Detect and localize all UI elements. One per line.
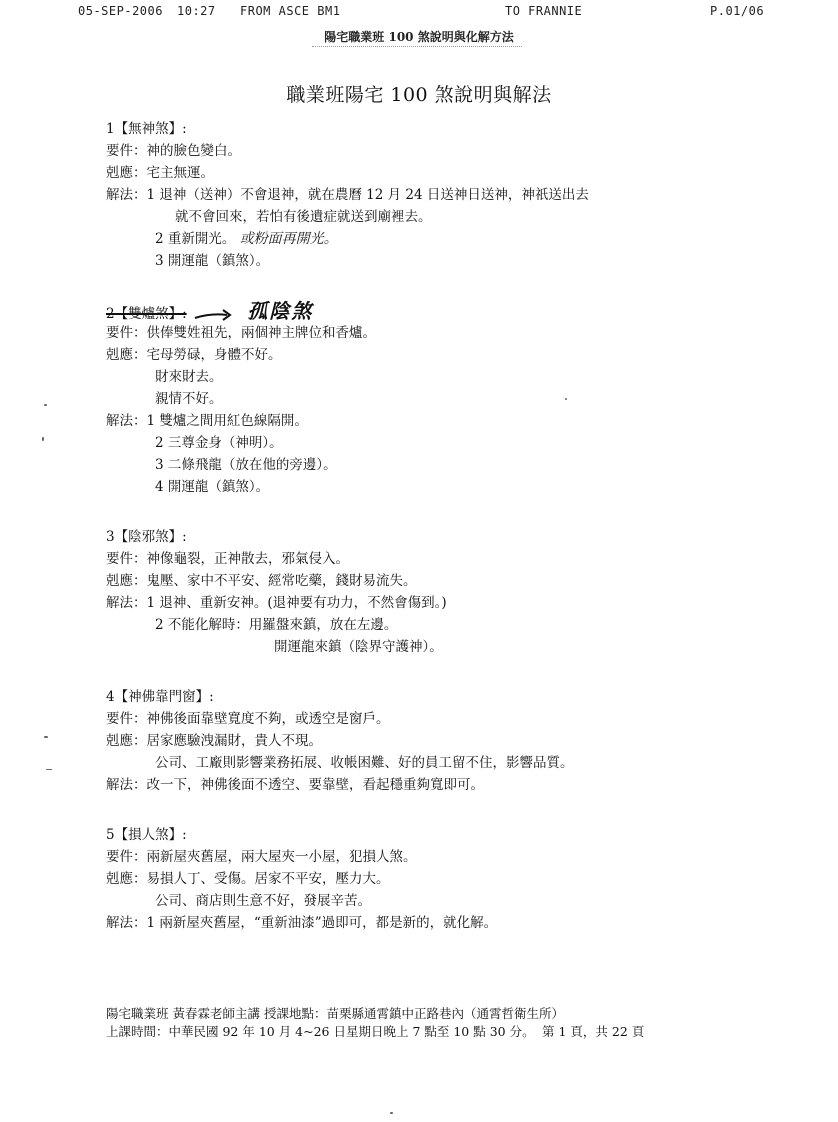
section-4-heading: 4【神佛靠門窗】: [106,689,214,705]
fax-to: TO FRANNIE [505,4,583,18]
section-2-handwritten-replacement: 孤陰煞 [247,299,314,323]
section-2-solution-4: 4 開運龍（鎮煞）。 [155,479,270,495]
section-2-solution-3: 3 二條飛龍（放在他的旁邊）。 [155,457,337,473]
footer [106,1005,726,1041]
section-1-effect: 剋應：宅主無運。 [106,165,214,181]
fax-date: 05-SEP-2006 [78,4,163,18]
section-2-requirement: 要件：供俸雙姓祖先，兩個神主牌位和香爐。 [106,325,376,341]
section-4-effect-1: 剋應：居家應驗洩漏財，貴人不現。 [106,733,322,749]
section-2-effect-2: 財來財去。 [155,369,223,385]
section-1-handwritten-note: 或粉面再開光。 [239,231,338,247]
section-5-heading: 5【損人煞】: [106,827,187,843]
footer-page-info: 第 1 頁，共 22 頁 [542,1024,645,1039]
footer-class-time: 上課時間：中華民國 92 年 10 月 4~26 日星期日晚上 7 點至 10 點 30 分。 [106,1024,535,1039]
section-5-effect-1: 剋應：易損人丁、受傷。居家不平安，壓力大。 [106,871,390,887]
section-4-effect-2: 公司、工廠則影響業務拓展、收帳困難、好的員工留不住，影響品質。 [155,755,574,771]
running-title-rule [312,46,522,47]
scan-speck [565,398,567,400]
section-1-requirement: 要件：神的臉色變白。 [106,143,241,159]
section-3-effect: 剋應：鬼壓、家中不平安、經常吃藥，錢財易流失。 [106,573,417,589]
section-5-effect-2: 公司、商店則生意不好，發展辛苦。 [155,893,371,909]
handwritten-arrow-icon [193,307,233,323]
fax-time: 10:27 [177,4,216,18]
document-body [106,118,746,934]
footer-line-1: 陽宅職業班 黃春霖老師主講 授課地點：苗栗縣通霄鎮中正路巷內（通霄哲衛生所） [106,1006,564,1021]
section-3-solution-3: 開運龍來鎮（陰界守護神）。 [274,639,443,655]
fax-page: P.01/06 [710,4,765,18]
section-1-solution-2-text: 2 重新開光。 [155,231,236,247]
section-2-solution-1: 解法：1 雙爐之間用紅色線隔開。 [106,413,308,429]
scan-speck [46,769,52,770]
scan-speck [42,437,44,441]
section-1-solution-2 [106,228,746,250]
section-4-requirement: 要件：神佛後面靠壁寬度不夠，或透空是窗戶。 [106,711,390,727]
section-4-solution: 解法：改一下，神佛後面不透空、要靠壁，看起穩重夠寬即可。 [106,777,484,793]
fax-header [0,4,838,20]
section-2-heading [106,300,746,322]
section-2-effect-1: 剋應：宅母勞碌，身體不好。 [106,347,282,363]
scan-speck [44,736,48,738]
section-1-heading: 1【無神煞】: [106,121,187,137]
section-1-solution-3: 3 開運龍（鎮煞）。 [155,253,270,269]
section-1-solution-1-cont: 就不會回來，若怕有後遺症就送到廟裡去。 [175,209,432,225]
section-2-solution-2: 2 三尊金身（神明）。 [155,435,283,451]
section-3-solution-2: 2 不能化解時：用羅盤來鎮，放在左邊。 [155,617,398,633]
section-3-heading: 3【陰邪煞】: [106,529,187,545]
running-title: 陽宅職業班 100 煞說明與化解方法 [324,30,514,44]
scan-speck [44,404,47,406]
section-3-solution-1: 解法：1 退神、重新安神。(退神要有功力，不然會傷到。) [106,595,447,611]
document-title: 職業班陽宅 100 煞說明與解法 [286,84,552,106]
section-3-requirement: 要件：神像龜裂，正神散去，邪氣侵入。 [106,551,349,567]
fax-from: FROM ASCE BM1 [240,4,341,18]
section-1-solution-1: 解法：1 退神（送神）不會退神，就在農曆 12 月 24 日送神日送神，神祇送出去 [106,187,589,203]
section-2-effect-3: 親情不好。 [155,391,223,407]
section-2-heading-struck: 2【雙爐煞】: [106,306,187,322]
section-5-requirement: 要件：兩新屋夾舊屋，兩大屋夾一小屋，犯損人煞。 [106,849,417,865]
section-5-solution: 解法：1 兩新屋夾舊屋，“重新油漆”過即可，都是新的，就化解。 [106,915,498,931]
scan-speck [390,1112,393,1114]
footer-line-2 [106,1023,726,1041]
